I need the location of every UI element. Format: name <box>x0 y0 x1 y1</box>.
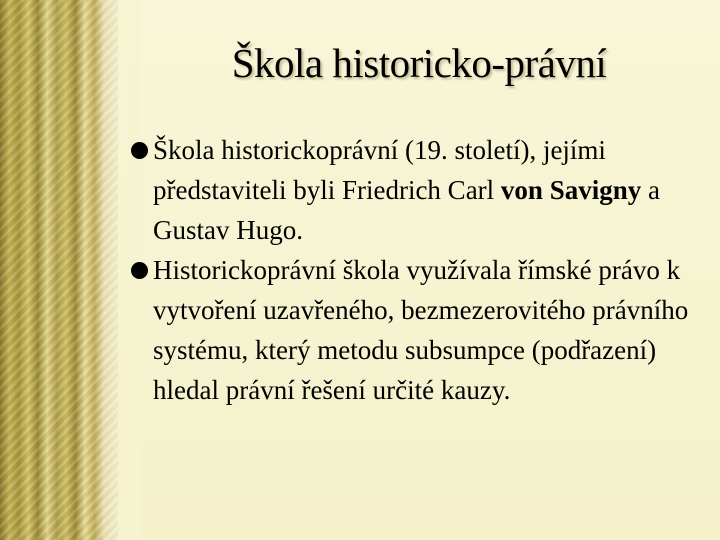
bullet-item <box>131 130 701 250</box>
slide-title: Škola historicko-právní <box>231 40 607 86</box>
bullet-item <box>131 250 701 410</box>
bullet-text-part: Škola historickoprávní (19. století), jejími představiteli byli Friedrich Carl <box>153 135 606 205</box>
bullet-text: Historickoprávní škola využívala římské právo k vytvoření uzavřeného, bezmezerovitého právního systému, který metodu subsumpce (podřazení) hledal právní řešení určité kauzy. <box>153 255 689 405</box>
slide-content <box>131 130 701 410</box>
bullet-dot-icon <box>131 262 148 279</box>
bullet-text-bold: von Savigny <box>500 175 642 205</box>
bullet-text-part: a Gustav Hugo. <box>153 175 660 245</box>
bullet-dot-icon <box>131 142 148 159</box>
